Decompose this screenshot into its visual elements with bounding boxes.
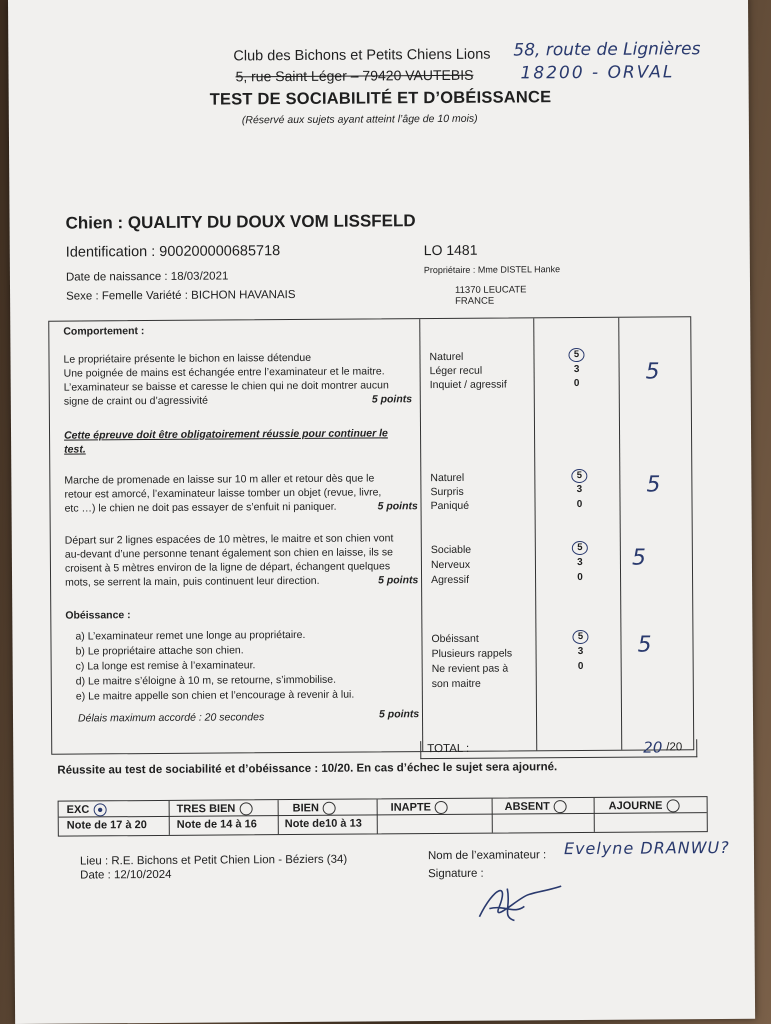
- comportement-points: 5 points: [371, 393, 413, 406]
- promenade-line: etc …) le chien ne doit pas essayer de s’enfuit ni paniquer.: [64, 500, 337, 515]
- option-label: Obéissant: [431, 632, 479, 646]
- handwritten-score: 5: [637, 632, 652, 658]
- score-value: 3: [577, 645, 584, 658]
- result-exc: [67, 803, 107, 816]
- handwritten-score: 5: [646, 472, 661, 498]
- results-divider: [377, 799, 378, 833]
- mandatory-note: test.: [64, 443, 86, 456]
- document-title: TEST DE SOCIABILITÉ ET D’OBÉISSANCE: [209, 88, 552, 109]
- comportement-heading: Comportement :: [63, 325, 145, 338]
- footer-lieu: Lieu : R.E. Bichons et Petit Chien Lion - Béziers (34): [79, 853, 348, 868]
- result-tres-bien-label: TRES BIEN: [176, 802, 236, 816]
- footer-date: Date : 12/10/2024: [80, 868, 172, 882]
- result-exc-label: EXC: [66, 803, 90, 817]
- score-value: 0: [577, 572, 583, 584]
- results-divider: [278, 800, 279, 834]
- sex-variety: Sexe : Femelle Variété : BICHON HAVANAIS: [66, 289, 296, 303]
- result-ajourne-checkbox: [666, 799, 679, 812]
- option-label: Léger recul: [429, 364, 483, 378]
- results-divider: [594, 798, 595, 832]
- table-divider: [533, 318, 537, 750]
- examiner-label: Nom de l’examinateur :: [427, 849, 547, 863]
- option-label: Paniqué: [430, 499, 470, 513]
- promenade-line: retour est amorcé, l’examinateur laisse tomber un objet (revue, livre,: [64, 486, 382, 501]
- results-divider: [492, 799, 493, 833]
- result-tres-bien: [177, 802, 253, 816]
- score-value: 0: [577, 660, 584, 673]
- owner-country-line: FRANCE: [455, 295, 495, 307]
- table-divider: [419, 319, 423, 751]
- score-value: 3: [573, 364, 580, 376]
- result-bien: [293, 802, 336, 815]
- table-divider: [618, 318, 622, 750]
- total-max: /20: [666, 741, 683, 754]
- obeissance-item: c) La longe est remise à l’examinateur.: [75, 659, 256, 673]
- result-absent-checkbox: [554, 800, 567, 813]
- obeissance-item: e) Le maitre appelle son chien et l’encourage à revenir à lui.: [75, 688, 355, 703]
- lo-number: LO 1481: [423, 241, 478, 259]
- handwritten-address-line1: 58, route de Lignières: [513, 39, 701, 61]
- option-label: Naturel: [429, 350, 464, 364]
- promenade-points: 5 points: [377, 500, 418, 513]
- option-label: Naturel: [430, 471, 465, 485]
- score-value: 3: [577, 557, 583, 569]
- option-label: Agressif: [431, 573, 470, 587]
- dog-identification: Identification : 900200000685718: [65, 243, 281, 261]
- total-label: TOTAL :: [427, 742, 470, 756]
- score-circled: 5: [568, 348, 584, 362]
- results-divider: [169, 801, 170, 835]
- result-ajourne: [609, 799, 680, 812]
- result-tres-bien-checkbox: [239, 802, 252, 815]
- handwritten-score: 5: [631, 545, 646, 571]
- comportement-line: Le propriétaire présente le bichon en laisse détendue: [63, 351, 312, 366]
- score-circled: 5: [571, 469, 587, 483]
- result-bien-checkbox: [323, 802, 336, 815]
- signature-scribble: [469, 876, 569, 927]
- club-name: Club des Bichons et Petits Chiens Lions: [233, 46, 491, 65]
- obeissance-points: 5 points: [378, 708, 420, 721]
- club-address-struck: 5, rue Saint Léger – 79420 VAUTEBIS: [235, 66, 474, 85]
- date-of-birth: Date de naissance : 18/03/2021: [65, 270, 229, 284]
- owner-city: [455, 284, 527, 306]
- success-statement: Réussite au test de sociabilité et d’obéissance : 10/20. En cas d’échec le sujet sera ajourné.: [57, 761, 558, 777]
- result-bien-label: BIEN: [292, 802, 319, 815]
- signature-label: Signature :: [428, 867, 484, 881]
- croisement-line: Départ sur 2 lignes espacées de 10 mètres, le maitre et son chien vont: [64, 532, 394, 547]
- comportement-line: L’examinateur se baisse et caresse le chien qui ne doit montrer aucun: [63, 379, 389, 394]
- obeissance-item: d) Le maitre s’éloigne à 10 m, se retourne, s’immobilise.: [75, 673, 337, 688]
- croisement-line: mots, se serrent la main, puis continuent leur direction.: [65, 574, 320, 589]
- examiner-name-handwritten: Evelyne DRANWU?: [563, 837, 730, 859]
- result-ajourne-label: AJOURNE: [608, 799, 663, 813]
- dog-name: Chien : QUALITY DU DOUX VOM LISSFELD: [65, 211, 416, 233]
- result-tres-bien-note: Note de 14 à 16: [176, 818, 257, 831]
- option-label: son maitre: [431, 677, 481, 691]
- obeissance-item: b) Le propriétaire attache son chien.: [75, 644, 244, 658]
- footer-place-date: [80, 853, 347, 883]
- score-circled: 5: [572, 541, 588, 555]
- total-value: 20: [643, 738, 663, 757]
- result-bien-note: Note de10 à 13: [284, 817, 362, 831]
- result-inapte-label: INAPTE: [390, 801, 432, 814]
- mandatory-note: Cette épreuve doit être obligatoirement réussie pour continuer le: [64, 427, 388, 442]
- score-circled: 5: [572, 630, 588, 644]
- croisement-line: croisent à 5 mètres environ de la ligne de départ, échangent quelques: [64, 560, 391, 575]
- comportement-line: Une poignée de mains est échangée entre l’examinateur et le maitre.: [63, 365, 385, 380]
- obeissance-heading: Obéissance :: [65, 609, 131, 622]
- score-value: 0: [573, 378, 580, 390]
- obeissance-delay: Délais maximum accordé : 20 secondes: [77, 711, 265, 725]
- owner: Propriétaire : Mme DISTEL Hanke: [423, 264, 561, 276]
- results-divider: [59, 812, 707, 818]
- handwritten-score: 5: [645, 359, 660, 385]
- owner-city-line: 11370 LEUCATE: [454, 284, 527, 296]
- score-value: 3: [576, 484, 583, 496]
- option-label: Surpris: [430, 485, 464, 499]
- score-value: 0: [576, 499, 583, 511]
- evaluation-table: [48, 316, 694, 757]
- results-table: [58, 796, 708, 837]
- result-absent: [505, 800, 567, 813]
- croisement-line: au-devant d’une personne tenant également son chien en laisse, ils se: [64, 546, 393, 561]
- result-exc-checkbox-checked: [93, 803, 106, 816]
- obeissance-item: a) L’examinateur remet une longe au propriétaire.: [75, 628, 306, 643]
- option-label: Sociable: [430, 543, 472, 557]
- option-label: Plusieurs rappels: [431, 647, 513, 661]
- option-label: Ne revient pas à: [431, 662, 509, 676]
- result-inapte: [391, 801, 448, 814]
- total-row: [420, 739, 697, 759]
- result-exc-note: Note de 17 à 20: [66, 819, 147, 832]
- paper-sheet: [8, 0, 755, 1024]
- result-inapte-checkbox: [435, 801, 448, 814]
- option-label: Inquiet / agressif: [429, 378, 507, 392]
- handwritten-address-line2: 18200 - ORVAL: [520, 62, 675, 84]
- document-subtitle: (Réservé aux sujets ayant atteint l’âge de 10 mois): [241, 112, 478, 127]
- option-label: Nerveux: [430, 558, 471, 572]
- result-absent-label: ABSENT: [504, 800, 550, 813]
- croisement-points: 5 points: [378, 574, 419, 587]
- comportement-line: signe de craint ou d’agressivité: [63, 394, 209, 408]
- promenade-line: Marche de promenade en laisse sur 10 m aller et retour dès que le: [64, 472, 375, 487]
